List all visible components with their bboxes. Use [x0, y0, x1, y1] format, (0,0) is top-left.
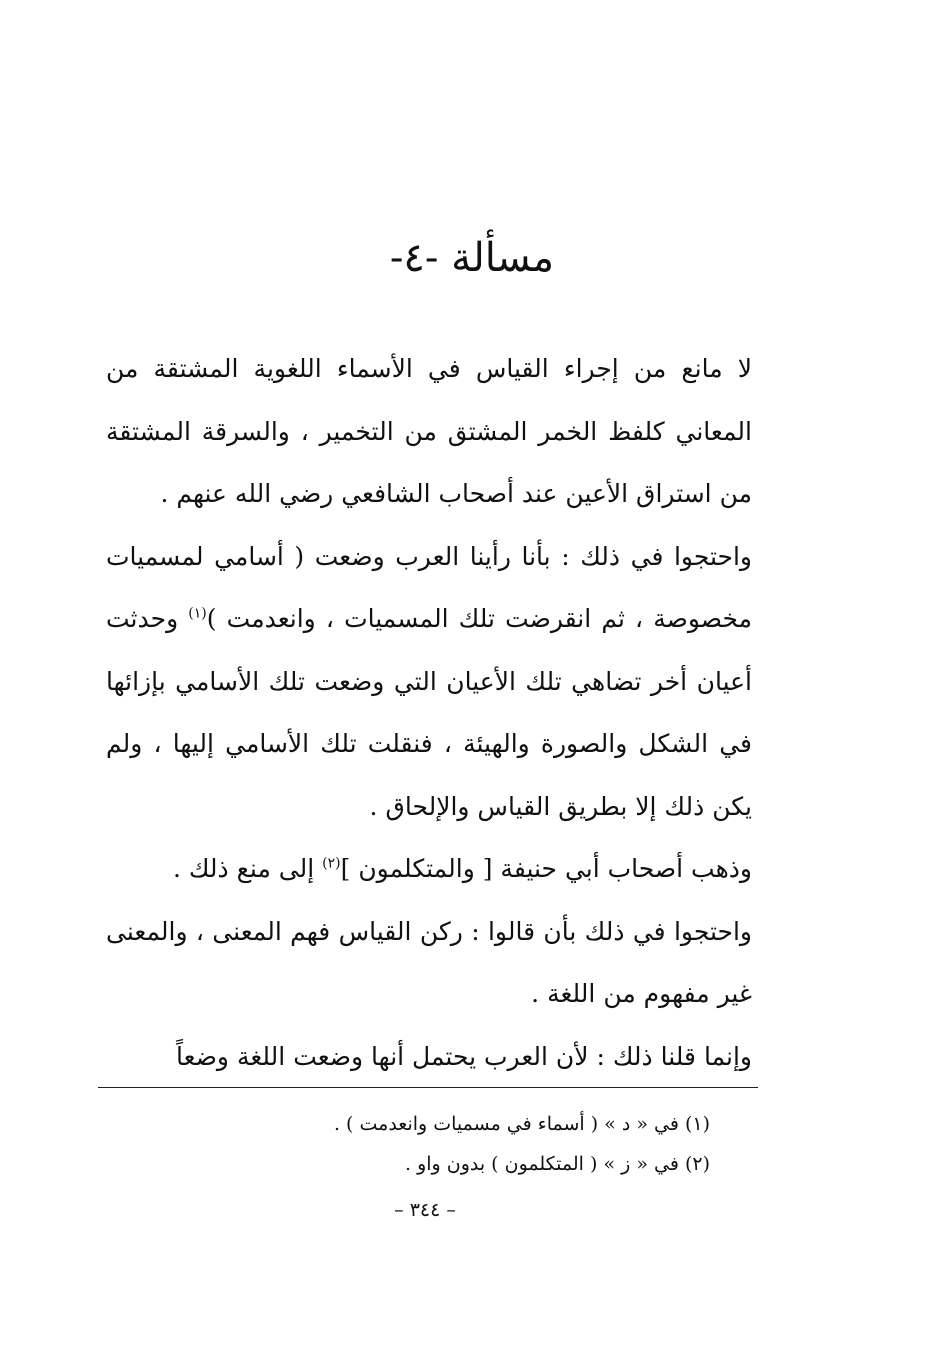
body-text	[106, 338, 752, 1088]
section-heading: مسألة -٤-	[389, 235, 555, 281]
paragraph-4	[106, 901, 752, 1026]
paragraph-3-text: وذهب أصحاب أبي حنيفة [ والمتكلمون ]	[340, 854, 752, 883]
footnote-ref-1: (١)	[188, 605, 207, 622]
footnotes	[210, 1104, 710, 1184]
paragraph-2-text: واحتجوا في ذلك : بأنا رأينا العرب وضعت ( أسامي لمسميات مخصوصة ، ثم انقرضت تلك المسميات ، وانعدمت )	[106, 541, 753, 633]
page-number: – ٣٤٤ –	[394, 1199, 456, 1221]
paragraph-4-text: واحتجوا في ذلك بأن قالوا : ركن القياس فهم المعنى ، والمعنى غير مفهوم من اللغة .	[106, 916, 752, 1008]
paragraph-3-text-after: إلى منع ذلك .	[172, 854, 323, 883]
paragraph-5-text: وإنما قلنا ذلك : لأن العرب يحتمل أنها وضعت اللغة وضعاً	[176, 1041, 752, 1071]
paragraph-1-text: لا مانع من إجراء القياس في الأسماء اللغوية المشتقة من المعاني كلفظ الخمر المشتق من التخمير ، والسرقة المشتقة من استراق الأعين عند أصحاب الشافعي رضي الله عنهم .	[106, 354, 752, 508]
footnote-1: (١) في « د » ( أسماء في مسميات وانعدمت ) .	[333, 1113, 710, 1135]
footnote-ref-2: (٢)	[322, 855, 341, 872]
paragraph-2	[106, 526, 752, 839]
footnote-2: (٢) في « ز » ( المتكلمون ) بدون واو .	[405, 1153, 710, 1175]
paragraph-5	[106, 1026, 752, 1089]
paragraph-2-text-after: وحدثت أعيان أخر تضاهي تلك الأعيان التي وضعت تلك الأسامي بإزائها في الشكل والصورة والهيئة ، فنقلت تلك الأسامي إليها ، ولم يكن ذلك إلا بطريق القياس والإلحاق .	[106, 604, 752, 821]
footnote-divider	[98, 1087, 758, 1088]
paragraph-3	[106, 838, 752, 901]
paragraph-1	[106, 338, 752, 526]
